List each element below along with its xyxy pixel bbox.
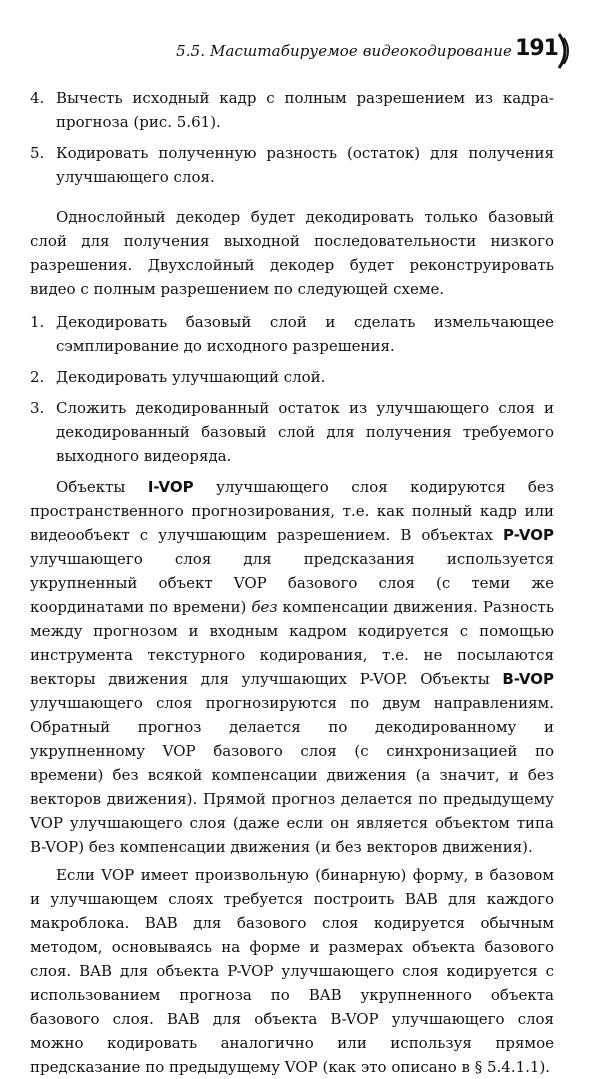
emphasis-bez: без — [251, 598, 278, 616]
list-item-number: 4. — [30, 89, 45, 107]
list-item — [30, 86, 554, 134]
text-run: улучшающего слоя кодируются без пространственного прогнозирования, т.е. как полный кадр или видеообъект с улучшающим разрешением. В объектах — [30, 478, 554, 544]
paragraph-vop-objects — [30, 475, 554, 859]
list-item — [30, 365, 554, 389]
term-ivop: I-VOP — [147, 478, 194, 496]
term-bvop: B-VOP — [502, 670, 554, 688]
list-item-text: Сложить декодированный остаток из улучшающего слоя и декодированный базовый слой для получения требуемого выходного видеоряда. — [56, 399, 554, 465]
text-run: улучшающего слоя для предсказания используется укрупненный объект VOP базового слоя (с теми же координатами по времени) — [30, 550, 554, 616]
list-item-number: 5. — [30, 144, 45, 162]
text-run: улучшающего слоя прогнозируются по двум направлениям. Обратный прогноз делается по декодированному и укрупненному VOP базового слоя (с синхронизацией по времени) без всякой компенсации движения (а значит, и без векторов движения). Прямой прогноз делается по предыдущему VOP улучшающего слоя (даже если он является объектом типа B-VOP) без компенсации движения (и без векторов движения). — [30, 694, 554, 856]
list-item — [30, 396, 554, 468]
paragraph-bab: Если VOP имеет произвольную (бинарную) форму, в базовом и улучшающем слоях требуется построить BAB для каждого макроблока. BAB для базового слоя кодируется обычным методом, основываясь на форме и размерах объекта базового слоя. BAB для объекта P-VOP улучшающего слоя кодируется с использованием прогноза по BAB укрупненного объекта базового слоя. BAB для объекта B-VOP улучшающего слоя можно кодировать аналогично или используя прямое предсказание по предыдущему VOP (как это описано в § 5.4.1.1). — [30, 866, 554, 1076]
list-item-text: Декодировать улучшающий слой. — [56, 368, 326, 386]
text-run: Объекты — [56, 478, 148, 496]
list-item-text: Кодировать полученную разность (остаток) для получения улучшающего слоя. — [56, 144, 554, 186]
running-title: 5.5. Масштабируемое видеокодирование — [176, 42, 512, 60]
list-item-text: Вычесть исходный кадр с полным разрешением из кадра-прогноза (рис. 5.61). — [56, 89, 554, 131]
list-item — [30, 310, 554, 358]
list-item — [30, 141, 554, 189]
paragraph-decoder: Однослойный декодер будет декодировать только базовый слой для получения выходной последовательности низкого разрешения. Двухслойный декодер будет реконструировать видео с полным разрешением по следующей схеме. — [30, 208, 554, 298]
text-run: компенсации движения. Разность между прогнозом и входным кадром кодируется с помощью инструмента текстурного кодирования, т.е. не посылаются векторы движения для улучшающих P-VOP. Объекты — [30, 598, 554, 688]
term-pvop: P-VOP — [503, 526, 554, 544]
page-number: 191 — [515, 36, 558, 61]
page-header — [0, 38, 604, 68]
page-arc-icon — [557, 32, 573, 70]
list-item-number: 1. — [30, 313, 45, 331]
list-item-text: Декодировать базовый слой и сделать измельчающее сэмплирование до исходного разрешения. — [56, 313, 554, 355]
list-item-number: 2. — [30, 368, 45, 386]
list-item-number: 3. — [30, 399, 45, 417]
page-body — [30, 86, 554, 1079]
